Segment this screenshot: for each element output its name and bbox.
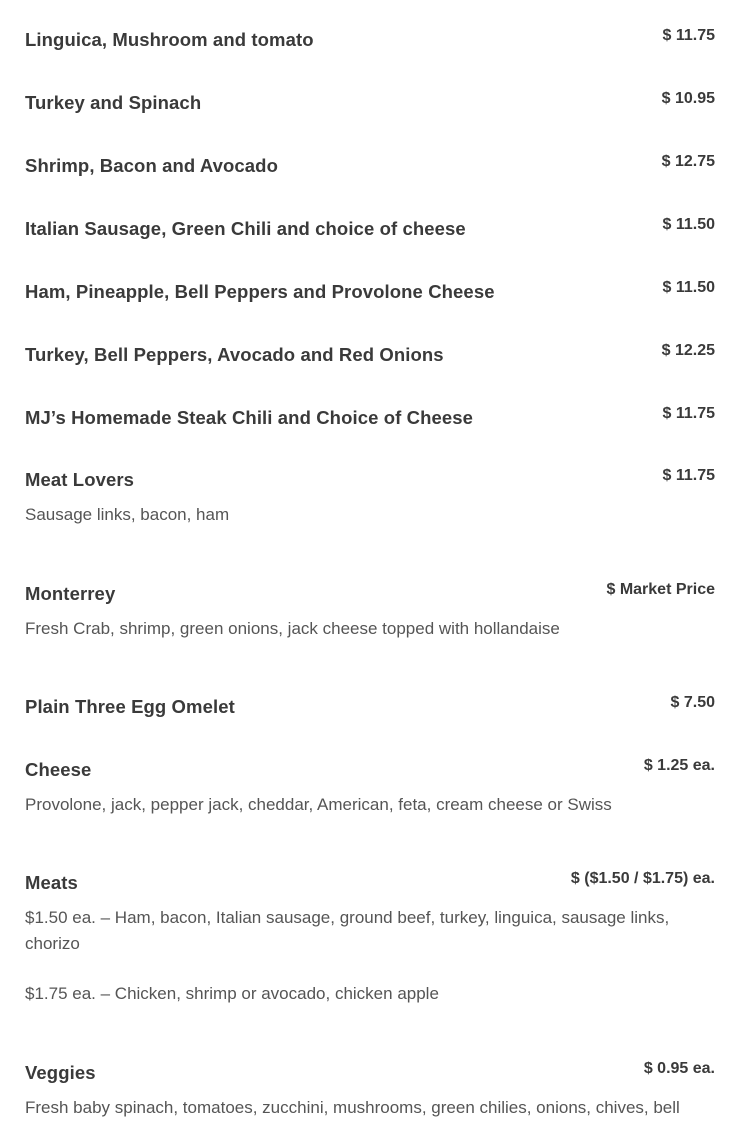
item-description: Fresh baby spinach, tomatoes, zucchini, mushrooms, green chilies, onions, chives, bell (25, 1098, 680, 1117)
menu-item (25, 695, 715, 719)
menu-item (25, 280, 715, 304)
item-name: Turkey, Bell Peppers, Avocado and Red Onions (25, 344, 444, 365)
menu-item (25, 582, 715, 642)
item-description: Sausage links, bacon, ham (25, 505, 230, 524)
item-price: $ ($1.50 / $1.75) ea. (570, 870, 715, 887)
item-name: Veggies (25, 1062, 96, 1083)
item-price: $ 12.75 (661, 153, 715, 170)
item-name: Turkey and Spinach (25, 92, 202, 113)
item-price: $ 11.75 (662, 467, 715, 484)
item-name: MJ’s Homemade Steak Chili and Choice of Cheese (25, 407, 474, 428)
item-price: $ 10.95 (661, 90, 715, 107)
item-name: Monterrey (25, 583, 116, 604)
menu-item (25, 468, 715, 528)
item-name: Shrimp, Bacon and Avocado (25, 155, 278, 176)
menu-item (25, 28, 715, 52)
item-description: Provolone, jack, pepper jack, cheddar, American, feta, cream cheese or Swiss (25, 795, 612, 814)
item-price: $ 1.25 ea. (643, 757, 715, 774)
menu-item (25, 758, 715, 818)
item-description: Fresh Crab, shrimp, green onions, jack cheese topped with hollandaise (25, 619, 560, 638)
item-price: $ 7.50 (670, 694, 715, 711)
item-name: Plain Three Egg Omelet (25, 696, 235, 717)
item-name: Linguica, Mushroom and tomato (25, 29, 314, 50)
item-description: $1.50 ea. – Ham, bacon, Italian sausage, ground beef, turkey, linguica, sausage links, chorizo (25, 908, 670, 953)
item-price: $ 11.75 (662, 27, 715, 44)
menu-item (25, 1061, 715, 1121)
item-price: $ Market Price (606, 581, 715, 598)
menu-item (25, 154, 715, 178)
item-name: Meat Lovers (25, 469, 135, 490)
item-name: Italian Sausage, Green Chili and choice of cheese (25, 218, 466, 239)
item-price: $ 11.50 (662, 279, 715, 296)
item-name: Cheese (25, 759, 92, 780)
item-name: Ham, Pineapple, Bell Peppers and Provolone Cheese (25, 281, 495, 302)
menu-item (25, 91, 715, 115)
item-name: Meats (25, 872, 78, 893)
item-price: $ 11.50 (662, 216, 715, 233)
menu-item (25, 217, 715, 241)
item-description: $1.75 ea. – Chicken, shrimp or avocado, chicken apple (25, 984, 439, 1003)
menu-item (25, 343, 715, 367)
menu-item (25, 406, 715, 430)
menu-item (25, 871, 715, 1007)
item-price: $ 0.95 ea. (643, 1060, 715, 1077)
item-price: $ 11.75 (662, 405, 715, 422)
item-price: $ 12.25 (661, 342, 715, 359)
